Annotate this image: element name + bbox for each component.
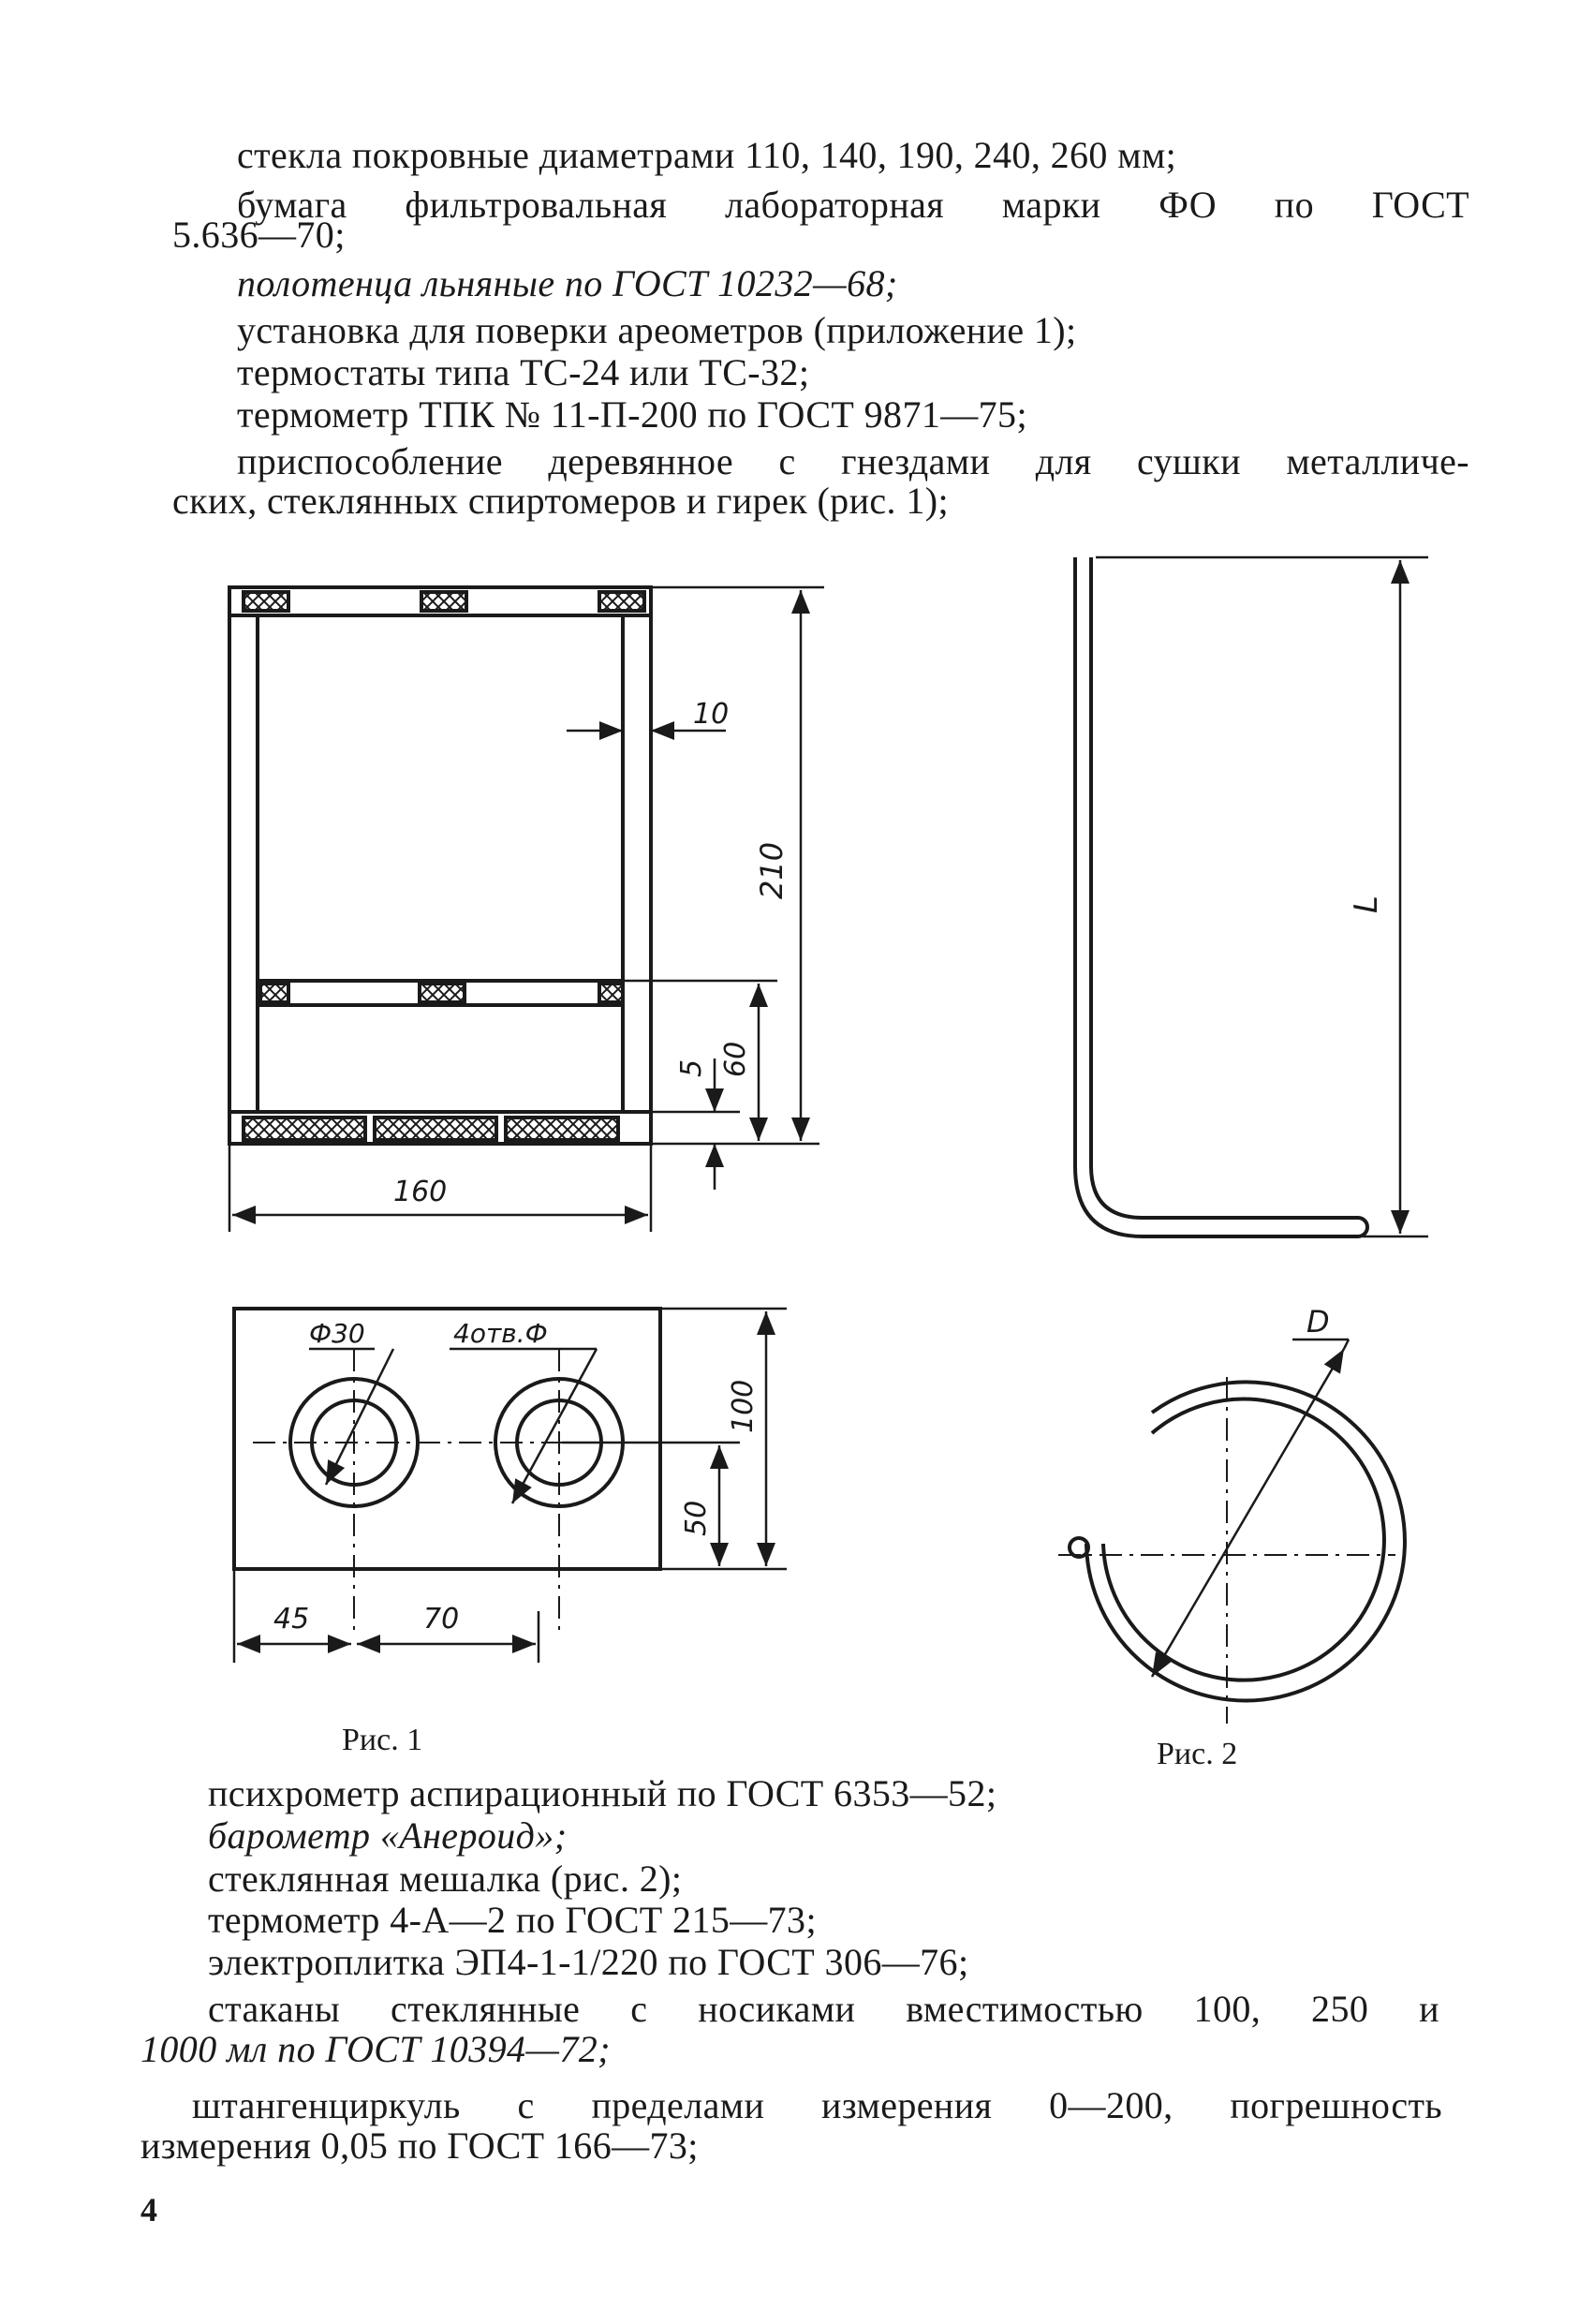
dim-label-70: 70: [423, 1603, 460, 1636]
figure-1-caption: Рис. 1: [342, 1723, 423, 1757]
dim-label-160: 160: [393, 1176, 448, 1208]
text-line-barometer: барометр «Анероид»;: [208, 1814, 568, 1857]
dim-label-210: 210: [754, 841, 790, 899]
text-line-cover-glasses: стекла покровные диаметрами 110, 140, 190, 240, 260 мм;: [237, 134, 1177, 176]
text-line-stirrer: стеклянная мешалка (рис. 2);: [208, 1858, 683, 1900]
text-line-thermometer-tpk: термометр ТПК № 11-П-200 по ГОСТ 9871—75;: [237, 393, 1027, 436]
dim-label-60: 60: [719, 1041, 752, 1077]
text-line-beakers: стаканы стеклянные с носиками вместимостью 100, 250 и: [208, 1988, 1439, 2030]
dim-label-100: 100: [727, 1379, 760, 1433]
text-line-beakers-gost: 1000 мл по ГОСТ 10394—72;: [140, 2028, 611, 2070]
dim-label-45: 45: [273, 1603, 310, 1636]
dim-label-holes: 4отв.Ф: [453, 1318, 548, 1349]
text-line-filter-paper: бумага фильтровальная лабораторная марки ФО по ГОСТ: [237, 184, 1469, 226]
text-line-thermometer-4a: термометр 4-А—2 по ГОСТ 215—73;: [208, 1899, 817, 1941]
dim-label-phi30: Ф30: [309, 1318, 365, 1349]
dim-label-L: L: [1348, 896, 1385, 913]
text-line-hotplate: электроплитка ЭП4-1-1/220 по ГОСТ 306—76;: [208, 1941, 969, 1983]
text-line-psychrometer: психрометр аспирационный по ГОСТ 6353—52;: [208, 1772, 997, 1814]
text-line-towels: полотенца льняные по ГОСТ 10232—68;: [237, 262, 898, 304]
text-line-wooden-fixture-cont: ских, стеклянных спиртомеров и гирек (рис. 1);: [172, 480, 949, 522]
text-line-thermostats: термостаты типа ТС-24 или ТС-32;: [237, 351, 810, 393]
text-line-filter-paper-gost: 5.636—70;: [172, 214, 346, 256]
text-line-wooden-fixture: приспособление деревянное с гнездами для сушки металличе-: [237, 440, 1469, 482]
text-line-hydrometer-setup: установка для поверки ареометров (приложение 1);: [237, 309, 1077, 351]
dim-label-50: 50: [680, 1500, 713, 1536]
text-line-caliper-cont: измерения 0,05 по ГОСТ 166—73;: [140, 2124, 699, 2167]
text-line-caliper: штангенциркуль с пределами измерения 0—200, погрешность: [192, 2084, 1442, 2126]
dim-label-D: D: [1306, 1304, 1330, 1340]
page-number: 4: [140, 2191, 157, 2228]
dim-label-5: 5: [675, 1058, 708, 1077]
figure-2-caption: Рис. 2: [1157, 1737, 1238, 1771]
dim-label-10: 10: [693, 698, 730, 731]
